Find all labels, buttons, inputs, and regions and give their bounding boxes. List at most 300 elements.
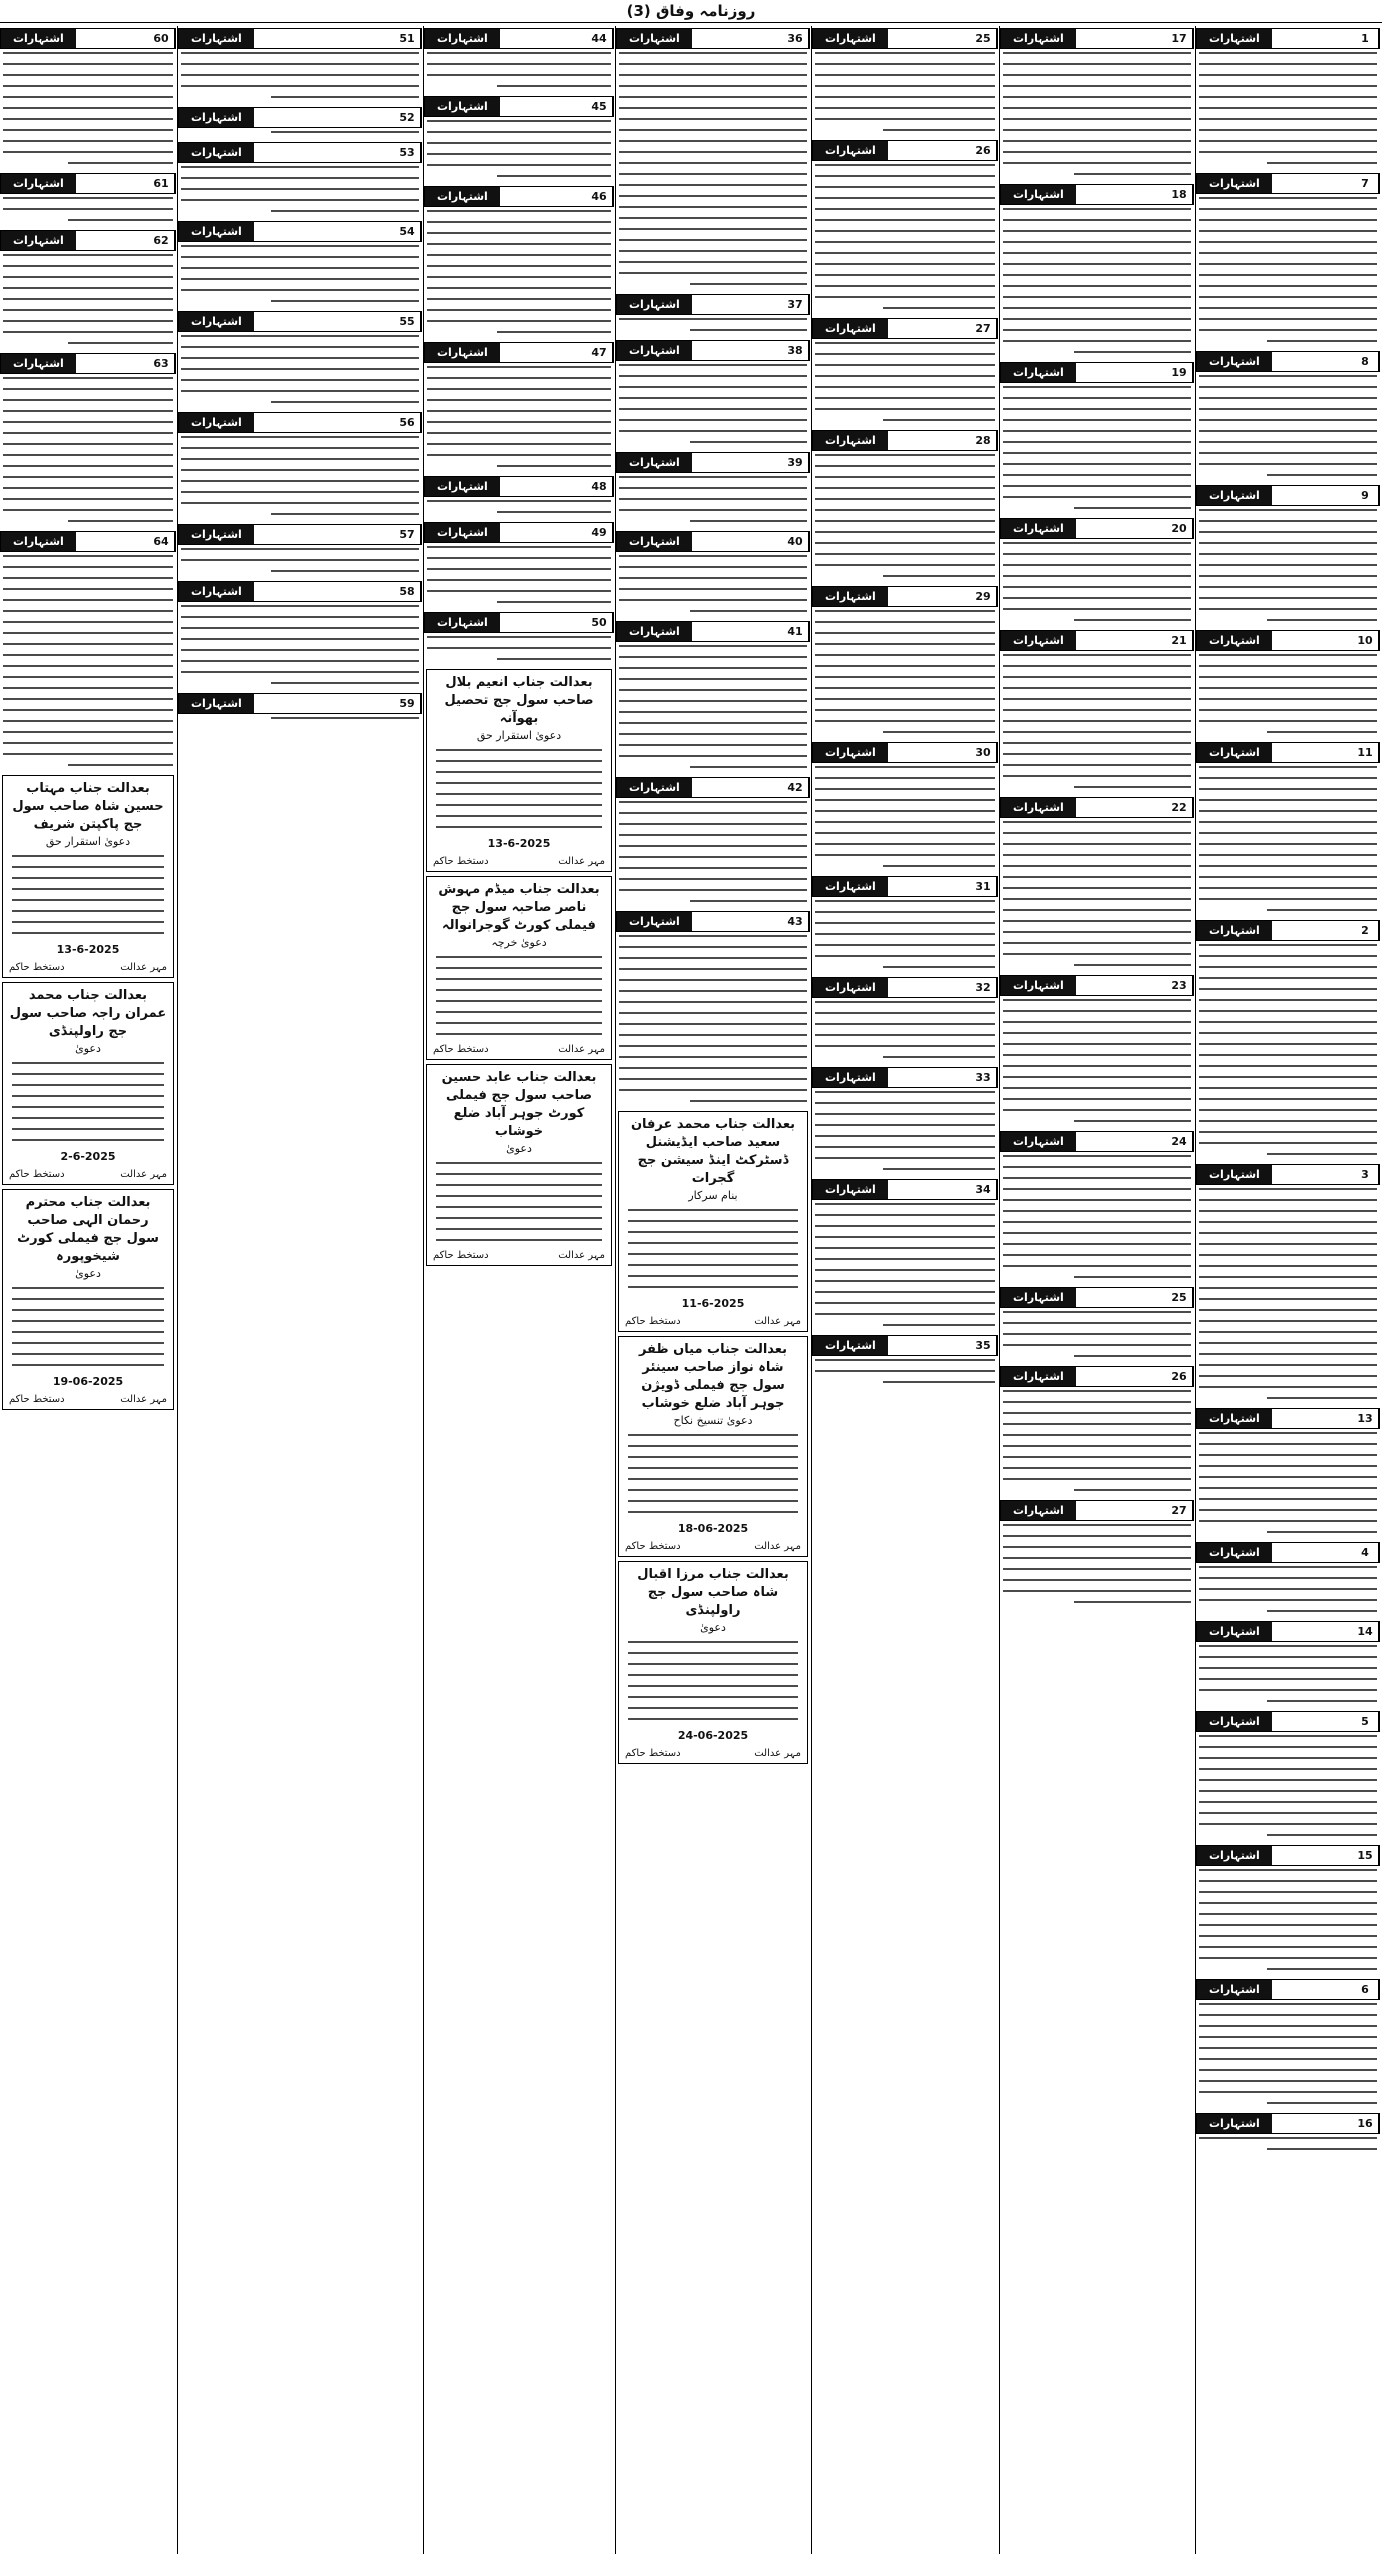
item-text-block [812,342,998,421]
text-line [1199,307,1377,309]
text-line [815,1113,995,1115]
text-line [815,85,995,87]
text-line [815,364,995,366]
text-line [1074,173,1191,175]
item-header [1000,797,1194,818]
item-number: 44 [586,29,613,48]
text-line [3,498,173,500]
text-line [12,1128,164,1130]
text-line [1199,608,1377,610]
text-line [1003,74,1191,76]
notice-seal: مہر عدالت [558,1250,605,1261]
page-masthead: روزنامہ وفاق (3) [0,0,1382,23]
text-line [815,1269,995,1271]
item-number: 26 [1166,1367,1193,1386]
item-label: اشتہارات [813,978,888,997]
text-line [181,447,419,449]
notice-seal: مہر عدالت [120,962,167,973]
text-line [1199,1021,1377,1023]
text-line [271,401,419,403]
item-number: 25 [1166,1288,1193,1307]
text-line [3,665,173,667]
text-line [181,346,419,348]
text-line [815,509,995,511]
item-label: اشتہارات [425,97,500,116]
text-line [1003,463,1191,465]
text-line [815,197,995,199]
item-number: 48 [586,477,613,496]
item-label: اشتہارات [425,613,500,632]
text-line [619,577,807,579]
text-line [1267,731,1377,733]
text-line [1003,1434,1191,1436]
text-line [12,1139,164,1141]
text-line [628,1242,798,1244]
text-line [427,546,611,548]
text-line [628,1696,798,1698]
text-line [68,342,173,344]
text-line [436,815,602,817]
text-line [690,900,807,902]
text-line [1003,1210,1191,1212]
text-line [628,1685,798,1687]
item-number: 6 [1352,1980,1379,1999]
text-line [815,687,995,689]
text-line [1199,1645,1377,1647]
text-line [619,744,807,746]
court-notice [2,1189,174,1410]
text-line [1199,318,1377,320]
item-header [616,294,810,315]
text-line [619,408,807,410]
text-line [815,186,995,188]
text-line [3,107,173,109]
text-line [815,911,995,913]
text-line [619,318,807,320]
text-line [690,1100,807,1102]
text-line [1003,1557,1191,1559]
text-line [619,656,807,658]
text-line [1003,1254,1191,1256]
notice-footer [433,1044,605,1055]
text-line [1199,1032,1377,1034]
text-line [1003,1199,1191,1201]
item-label: اشتہارات [179,413,254,432]
text-line [815,720,995,722]
text-line [1003,586,1191,588]
text-line [1199,854,1377,856]
text-line [1074,1601,1191,1603]
text-line [815,766,995,768]
item-label: اشتہارات [1197,1543,1272,1562]
item-label: اشتہارات [813,319,888,338]
text-line [1003,474,1191,476]
text-line [436,749,602,751]
item-number: 9 [1352,486,1379,505]
item-label: اشتہارات [617,295,692,314]
text-line [12,877,164,879]
item-number: 37 [782,295,809,314]
text-line [619,990,807,992]
text-line [1199,441,1377,443]
text-line [619,386,807,388]
text-line [1199,140,1377,142]
item-label: اشتہارات [617,532,692,551]
text-line [1003,1054,1191,1056]
text-line [1003,854,1191,856]
text-line [1199,1935,1377,1937]
text-line [497,175,611,177]
text-line [1267,1153,1377,1155]
text-line [1003,665,1191,667]
text-line [271,131,419,133]
text-line [815,610,995,612]
item-number: 38 [782,341,809,360]
notice-sign: دستخط حاکم [433,1250,489,1261]
court-notice [618,1111,808,1332]
text-line [1003,553,1191,555]
text-line [628,1209,798,1211]
text-line [1003,1188,1191,1190]
text-line [427,265,611,267]
notice-subject: دعویٰ استقرار حق [476,729,562,742]
text-line [815,476,995,478]
item-text-block [812,610,998,733]
text-line [12,1298,164,1300]
text-line [1199,1265,1377,1267]
text-line [619,476,807,478]
text-line [427,63,611,65]
item-number: 54 [394,222,421,241]
item-text-block [616,801,810,902]
text-line [628,1434,798,1436]
text-line [1199,898,1377,900]
text-line [1003,307,1191,309]
item-label: اشتہارات [179,694,254,713]
text-line [3,410,173,412]
text-line [619,1089,807,1091]
item-number: 2 [1352,921,1379,940]
text-line [3,140,173,142]
text-line [181,278,419,280]
text-line [12,910,164,912]
text-line [1199,241,1377,243]
notice-title: بعدالت جناب محمد عرفان سعید صاحب ایڈیشنل ڈسٹرکٹ اینڈ سیشن جج گجرات [630,1117,796,1186]
item-header [424,612,614,633]
text-line [427,153,611,155]
item-number: 28 [970,431,997,450]
text-line [181,502,419,504]
text-line [1199,96,1377,98]
item-label: اشتہارات [1001,631,1076,650]
item-number: 55 [394,312,421,331]
item-label: اشتہارات [1197,29,1272,48]
notice-footer [625,1748,801,1759]
text-line [815,1258,995,1260]
item-text-block [812,1091,998,1170]
column-rule [811,26,812,2554]
text-line [815,63,995,65]
item-label: اشتہارات [1197,1165,1272,1184]
item-label: اشتہارات [1001,1288,1076,1307]
text-line [181,177,419,179]
item-text-block [616,645,810,768]
text-line [815,553,995,555]
text-line [436,1195,602,1197]
item-text-block [616,364,810,443]
item-text-block [1196,509,1380,621]
text-line [619,1001,807,1003]
text-line [1199,988,1377,990]
text-line [619,1078,807,1080]
item-text-block [178,245,422,302]
text-line [628,1641,798,1643]
text-line [690,766,807,768]
notice-date: 19-06-2025 [52,1375,124,1388]
text-line [12,1309,164,1311]
text-line [883,1056,995,1058]
notice-title: بعدالت جناب عابد حسین صاحب سول جج فیملی کورٹ جوہر آباد ضلع خوشاب [441,1070,597,1139]
text-line [1199,654,1377,656]
text-line [1199,944,1377,946]
text-line [68,520,173,522]
text-line [3,432,173,434]
item-header [812,876,998,897]
item-text-block [1000,999,1194,1122]
text-line [436,1206,602,1208]
item-header [1196,28,1380,49]
text-line [436,771,602,773]
text-line [181,166,419,168]
item-header [424,476,614,497]
text-line [1199,430,1377,432]
item-number: 62 [148,231,175,250]
text-line [619,555,807,557]
text-line [619,129,807,131]
text-line [1199,1443,1377,1445]
notice-text-block [625,1209,801,1288]
text-line [3,599,173,601]
text-line [436,782,602,784]
item-text-block [812,52,998,131]
text-line [1199,1298,1377,1300]
item-label: اشتہارات [1001,1132,1076,1151]
text-line [181,671,419,673]
text-line [628,1467,798,1469]
text-line [619,801,807,803]
text-line [619,162,807,164]
text-line [1267,2148,1377,2150]
text-line [3,287,173,289]
text-line [1003,1311,1191,1313]
text-line [1003,452,1191,454]
item-text-block [424,366,614,467]
item-header [178,581,422,602]
text-line [1003,1087,1191,1089]
text-line [1199,542,1377,544]
text-line [815,933,995,935]
item-number: 1 [1352,29,1379,48]
text-line [1199,1689,1377,1691]
item-number: 58 [394,582,421,601]
item-text-block [1196,1188,1380,1399]
text-line [427,276,611,278]
text-line [883,575,995,577]
text-line [271,513,419,515]
text-line [12,932,164,934]
text-line [1003,1232,1191,1234]
text-line [619,487,807,489]
text-line [497,331,611,333]
text-line [3,421,173,423]
text-line [690,520,807,522]
text-line [427,454,611,456]
text-line [3,129,173,131]
text-line [497,511,611,513]
text-line [1003,1243,1191,1245]
text-line [181,245,419,247]
text-line [619,1023,807,1025]
text-line [1199,1364,1377,1366]
item-header [616,911,810,932]
text-line [436,1011,602,1013]
item-label: اشتہارات [1197,921,1272,940]
item-label: اشتہارات [617,778,692,797]
item-text-block [424,546,614,603]
text-line [1003,219,1191,221]
item-number: 42 [782,778,809,797]
text-line [1199,788,1377,790]
text-line [436,826,602,828]
item-label: اشتہارات [813,141,888,160]
text-line [1199,1432,1377,1434]
notice-text-block [433,956,605,1035]
text-line [1003,887,1191,889]
item-header [424,96,614,117]
text-line [815,854,995,856]
text-line [619,195,807,197]
item-label: اشتہارات [1001,29,1076,48]
text-line [1003,676,1191,678]
item-header [0,531,176,552]
text-line [815,922,995,924]
text-line [1199,1924,1377,1926]
text-line [1199,531,1377,533]
text-line [181,63,419,65]
notice-title: بعدالت جناب محمد عمران راجہ صاحب سول جج راولپنڈی [9,988,167,1039]
text-line [1199,1131,1377,1133]
item-text-block [178,335,422,403]
text-line [815,1359,995,1361]
text-line [1199,1902,1377,1904]
text-line [1199,2014,1377,2016]
text-line [619,63,807,65]
item-header [1000,362,1194,383]
item-number: 15 [1352,1846,1379,1865]
column-rule [177,26,178,2554]
item-label: اشتہارات [1197,1409,1272,1428]
text-line [1003,575,1191,577]
item-header [812,586,998,607]
text-line [1074,351,1191,353]
text-line [3,753,173,755]
text-line [3,588,173,590]
text-line [628,1264,798,1266]
text-line [427,399,611,401]
item-label: اشتہارات [425,477,500,496]
text-line [1199,1232,1377,1234]
notice-seal: مہر عدالت [754,1748,801,1759]
text-line [815,1247,995,1249]
item-label: اشتہارات [1,231,76,250]
text-line [815,1012,995,1014]
item-header [178,28,422,49]
item-text-block [1196,2137,1380,2150]
text-line [619,498,807,500]
text-line [3,276,173,278]
text-line [181,548,419,550]
text-line [628,1478,798,1480]
text-line [815,375,995,377]
text-line [1003,318,1191,320]
text-line [427,52,611,54]
text-line [12,1084,164,1086]
text-line [1199,966,1377,968]
text-line [1199,1487,1377,1489]
item-label: اشتہارات [617,29,692,48]
item-header [1196,2113,1380,2134]
text-line [1199,575,1377,577]
text-line [436,804,602,806]
text-line [1074,1120,1191,1122]
text-line [815,777,995,779]
text-line [1199,52,1377,54]
text-line [619,228,807,230]
item-text-block [1196,654,1380,733]
text-line [1199,799,1377,801]
text-line [1003,96,1191,98]
text-line [619,588,807,590]
text-line [1267,1834,1377,1836]
notice-date: 13-6-2025 [56,943,120,956]
text-line [1003,920,1191,922]
item-text-block [812,1001,998,1058]
text-line [1199,1010,1377,1012]
text-line [1003,1456,1191,1458]
text-line [1199,452,1377,454]
item-text-block [616,935,810,1102]
item-number: 41 [782,622,809,641]
item-label: اشتہارات [1197,174,1272,193]
text-line [1003,1021,1191,1023]
text-line [1003,832,1191,834]
item-label: اشتہارات [1,174,76,193]
item-number: 7 [1352,174,1379,193]
text-line [619,173,807,175]
text-line [3,487,173,489]
notice-footer [625,1541,801,1552]
item-text-block [178,436,422,515]
text-line [815,654,995,656]
text-line [815,531,995,533]
text-line [1199,2047,1377,2049]
text-line [3,566,173,568]
item-number: 47 [586,343,613,362]
text-line [883,1168,995,1170]
item-number: 27 [1166,1501,1193,1520]
item-number: 63 [148,354,175,373]
text-line [815,107,995,109]
